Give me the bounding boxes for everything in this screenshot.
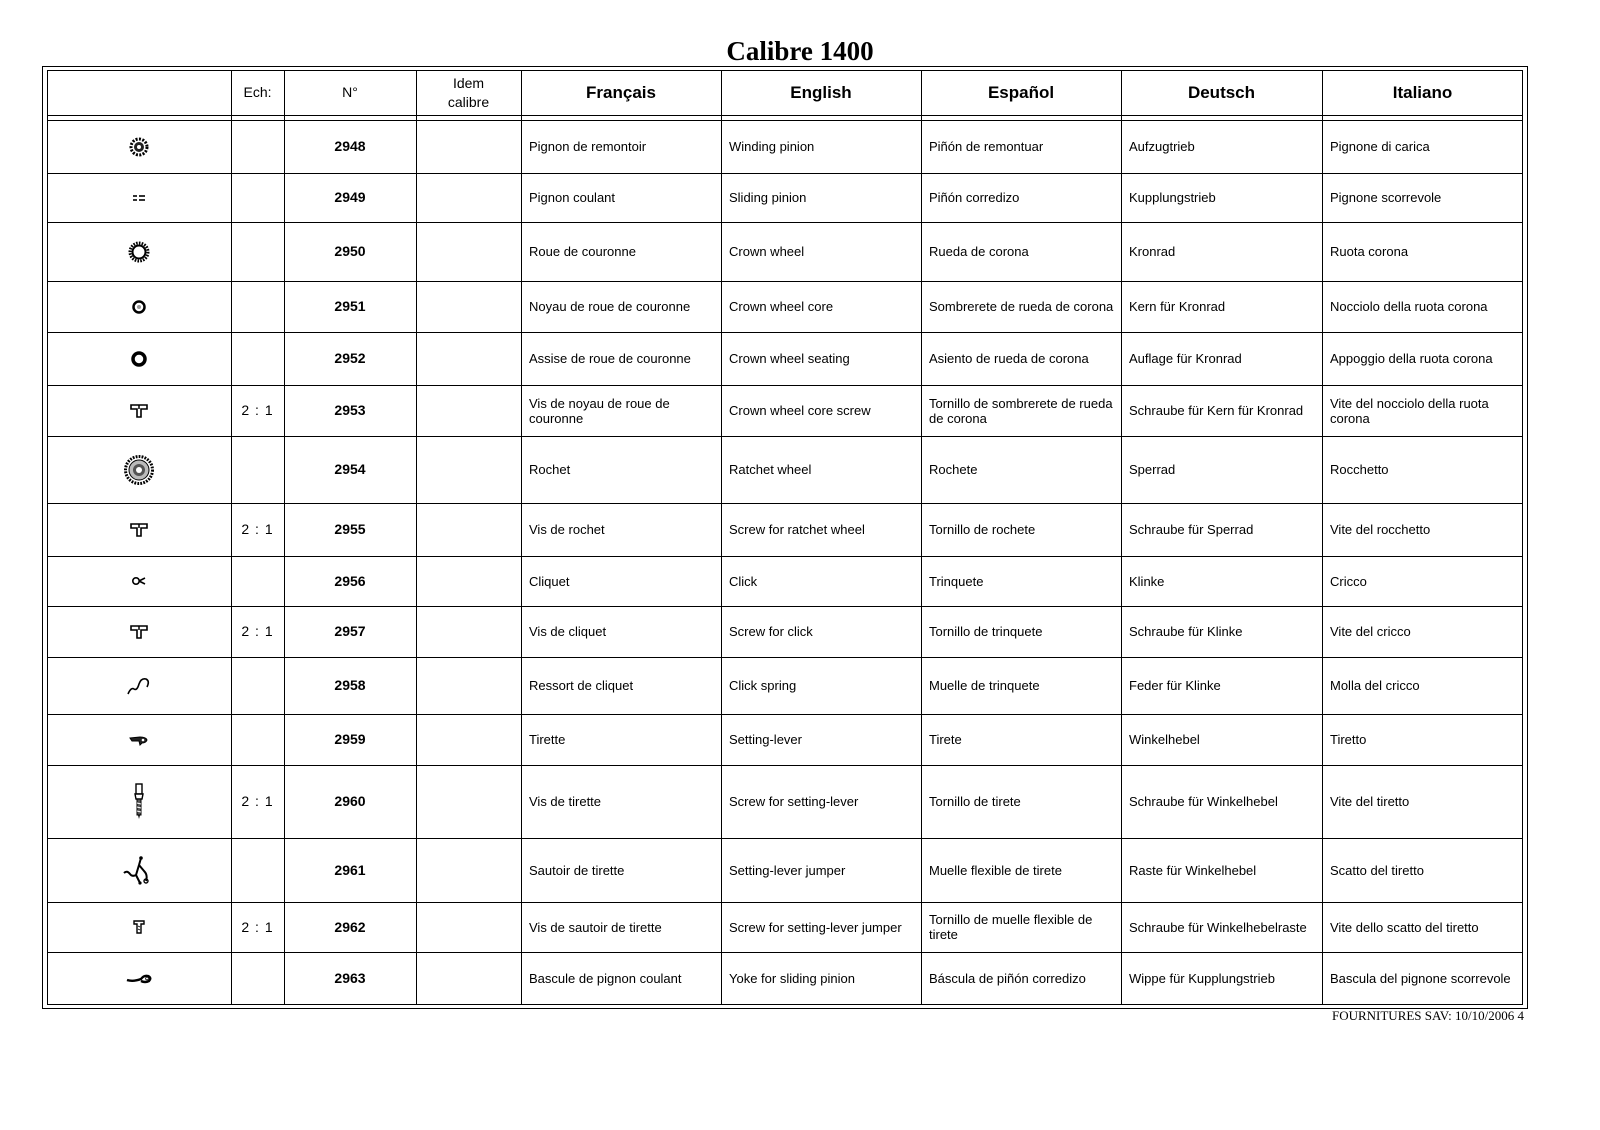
name-english-cell: Sliding pinion [729, 190, 807, 205]
name-deutsch-cell: Wippe für Kupplungstrieb [1129, 970, 1275, 986]
name-italiano-cell: Pignone scorrevole [1330, 190, 1442, 205]
name-francais-cell: Vis de rochet [529, 522, 605, 537]
scale-cell [231, 556, 284, 606]
name-italiano-cell: Molla del cricco [1330, 678, 1420, 693]
name-francais-cell: Roue de couronne [529, 244, 636, 259]
name-english-cell: Screw for setting-lever jumper [729, 919, 902, 935]
part-number-cell: 2960 [334, 793, 366, 809]
name-italiano-cell: Vite del rocchetto [1330, 522, 1431, 537]
part-number-cell: 2959 [334, 731, 366, 747]
header-deutsch: Deutsch [1187, 82, 1256, 102]
name-deutsch-cell: Feder für Klinke [1129, 678, 1221, 693]
part-image-cell [47, 838, 231, 902]
part-number-cell: 2949 [334, 189, 366, 205]
part-image-cell [47, 556, 231, 606]
yoke-icon [125, 971, 153, 985]
part-number-cell: 2948 [334, 138, 366, 154]
part-image-cell [47, 120, 231, 173]
part-image-cell [47, 173, 231, 222]
part-image-cell [47, 952, 231, 1004]
name-italiano-cell: Pignone di carica [1330, 139, 1430, 154]
idem-calibre-cell [416, 556, 521, 606]
header-english: English [790, 82, 852, 102]
name-english-cell: Crown wheel [729, 244, 805, 259]
idem-calibre-cell [416, 952, 521, 1004]
name-deutsch-cell: Sperrad [1129, 462, 1176, 477]
click-spring-icon [125, 675, 153, 697]
crown-wheel-icon [128, 241, 150, 263]
part-image-cell [47, 436, 231, 503]
header-espanol: Español [987, 82, 1055, 102]
name-italiano-cell: Vite del cricco [1330, 624, 1411, 639]
scale-cell [231, 173, 284, 222]
part-number-cell: 2955 [334, 521, 366, 537]
part-number-cell: 2952 [334, 350, 366, 366]
name-deutsch-cell: Winkelhebel [1129, 732, 1200, 747]
setting-lever-icon [128, 733, 150, 747]
winding-pinion-icon [129, 137, 149, 157]
part-image-cell [47, 503, 231, 556]
scale-cell [231, 120, 284, 173]
name-italiano-cell: Vite del nocciolo della ruota corona [1330, 395, 1489, 426]
scale-cell [231, 222, 284, 281]
scale-cell: 2 : 1 [241, 793, 274, 809]
part-image-cell [47, 222, 231, 281]
name-deutsch-cell: Aufzugtrieb [1129, 139, 1195, 154]
scale-cell: 2 : 1 [241, 402, 274, 418]
name-espanol-cell: Tornillo de muelle flexible de tirete [929, 912, 1093, 942]
idem-calibre-cell [416, 714, 521, 765]
name-francais-cell: Rochet [529, 462, 571, 477]
screw-icon [129, 522, 149, 538]
click-icon [131, 576, 147, 586]
name-francais-cell: Vis de cliquet [529, 624, 607, 639]
name-italiano-cell: Ruota corona [1330, 244, 1409, 259]
part-number-cell: 2957 [334, 623, 366, 639]
part-image-cell [47, 281, 231, 332]
name-espanol-cell: Asiento de rueda de corona [929, 351, 1089, 366]
crown-wheel-core-icon [131, 299, 147, 315]
name-english-cell: Screw for setting-lever [729, 794, 859, 809]
name-francais-cell: Tirette [529, 732, 566, 747]
name-francais-cell: Ressort de cliquet [529, 678, 634, 693]
idem-calibre-cell [416, 606, 521, 657]
name-deutsch-cell: Schraube für Klinke [1129, 624, 1243, 639]
part-number-cell: 2954 [334, 461, 366, 477]
name-italiano-cell: Scatto del tiretto [1330, 862, 1424, 878]
name-english-cell: Ratchet wheel [729, 462, 812, 477]
long-screw-icon [132, 783, 146, 821]
name-espanol-cell: Tornillo de tirete [929, 794, 1021, 809]
part-image-cell [47, 657, 231, 714]
idem-calibre-cell [416, 657, 521, 714]
small-screw-icon [133, 919, 145, 935]
name-deutsch-cell: Kern für Kronrad [1129, 299, 1226, 314]
name-espanol-cell: Tornillo de trinquete [929, 624, 1043, 639]
idem-calibre-cell [416, 222, 521, 281]
name-francais-cell: Vis de noyau de roue de couronne [529, 395, 670, 426]
name-francais-cell: Cliquet [529, 573, 570, 589]
name-espanol-cell: Rochete [929, 462, 978, 477]
header-ech: Ech: [243, 84, 272, 100]
part-number-cell: 2950 [334, 243, 366, 259]
header-francais: Français [586, 82, 656, 102]
name-italiano-cell: Appoggio della ruota corona [1330, 351, 1493, 366]
header-idem-calibre: Idem calibre [447, 74, 490, 110]
name-italiano-cell: Nocciolo della ruota corona [1330, 299, 1488, 314]
name-english-cell: Click [729, 573, 758, 589]
name-espanol-cell: Muelle flexible de tirete [929, 862, 1062, 878]
name-francais-cell: Noyau de roue de couronne [529, 299, 691, 314]
name-english-cell: Crown wheel seating [729, 351, 850, 366]
screw-icon [129, 403, 149, 419]
name-espanol-cell: Piñón corredizo [929, 190, 1020, 205]
name-english-cell: Crown wheel core [729, 299, 834, 314]
setting-lever-jumper-icon [122, 853, 156, 887]
scale-cell [231, 332, 284, 385]
scale-cell [231, 281, 284, 332]
name-francais-cell: Sautoir de tirette [529, 862, 625, 878]
name-espanol-cell: Tornillo de rochete [929, 522, 1036, 537]
name-deutsch-cell: Kronrad [1129, 244, 1176, 259]
header-italiano: Italiano [1392, 82, 1453, 102]
part-number-cell: 2953 [334, 402, 366, 418]
sliding-pinion-icon [132, 193, 146, 203]
name-deutsch-cell: Klinke [1129, 573, 1165, 589]
scale-cell [231, 952, 284, 1004]
name-francais-cell: Pignon de remontoir [529, 139, 647, 154]
part-number-cell: 2962 [334, 918, 366, 935]
part-number-cell: 2956 [334, 572, 366, 589]
name-english-cell: Winding pinion [729, 139, 815, 154]
idem-calibre-cell [416, 385, 521, 436]
name-espanol-cell: Rueda de corona [929, 244, 1029, 259]
name-english-cell: Click spring [729, 678, 797, 693]
name-espanol-cell: Tirete [929, 732, 962, 747]
name-francais-cell: Assise de roue de couronne [529, 351, 691, 366]
scale-cell: 2 : 1 [241, 521, 274, 537]
name-deutsch-cell: Auflage für Kronrad [1129, 351, 1242, 366]
name-francais-cell: Bascule de pignon coulant [529, 970, 682, 986]
name-espanol-cell: Sombrerete de rueda de corona [929, 299, 1114, 314]
idem-calibre-cell [416, 902, 521, 952]
name-italiano-cell: Vite dello scatto del tiretto [1330, 919, 1479, 935]
ratchet-wheel-icon [123, 454, 155, 486]
name-espanol-cell: Tornillo de sombrerete de rueda de corona [929, 395, 1113, 426]
name-espanol-cell: Báscula de piñón corredizo [929, 970, 1086, 986]
name-deutsch-cell: Raste für Winkelhebel [1129, 862, 1257, 878]
name-deutsch-cell: Schraube für Kern für Kronrad [1129, 403, 1304, 418]
part-image-cell [47, 765, 231, 838]
name-italiano-cell: Rocchetto [1330, 462, 1389, 477]
name-italiano-cell: Tiretto [1330, 732, 1367, 747]
part-number-cell: 2963 [334, 969, 366, 986]
name-italiano-cell: Cricco [1330, 573, 1367, 589]
name-english-cell: Setting-lever [729, 732, 802, 747]
idem-calibre-cell [416, 436, 521, 503]
name-deutsch-cell: Schraube für Winkelhebel [1129, 794, 1278, 809]
scale-cell [231, 657, 284, 714]
header-number: N° [342, 84, 358, 100]
name-english-cell: Crown wheel core screw [729, 403, 871, 418]
name-english-cell: Setting-lever jumper [729, 862, 846, 878]
part-image-cell [47, 714, 231, 765]
crown-wheel-seating-icon [130, 350, 148, 368]
name-deutsch-cell: Kupplungstrieb [1129, 190, 1216, 205]
part-number-cell: 2951 [334, 298, 366, 314]
idem-calibre-cell [416, 120, 521, 173]
part-image-cell [47, 332, 231, 385]
idem-calibre-cell [416, 281, 521, 332]
idem-calibre-cell [416, 838, 521, 902]
row-divider [47, 115, 1523, 116]
scale-cell: 2 : 1 [241, 623, 274, 639]
name-espanol-cell: Muelle de trinquete [929, 678, 1040, 693]
part-image-cell [47, 385, 231, 436]
name-english-cell: Screw for click [729, 624, 813, 639]
part-number-cell: 2961 [334, 861, 366, 878]
name-francais-cell: Pignon coulant [529, 190, 616, 205]
name-espanol-cell: Piñón de remontuar [929, 139, 1044, 154]
scale-cell [231, 714, 284, 765]
screw-icon [129, 624, 149, 640]
name-deutsch-cell: Schraube für Sperrad [1129, 522, 1254, 537]
scale-cell: 2 : 1 [241, 918, 274, 935]
part-image-cell [47, 606, 231, 657]
idem-calibre-cell [416, 765, 521, 838]
name-francais-cell: Vis de tirette [529, 794, 602, 809]
scale-cell [231, 436, 284, 503]
idem-calibre-cell [416, 503, 521, 556]
name-italiano-cell: Bascula del pignone scorrevole [1330, 970, 1511, 986]
part-number-cell: 2958 [334, 677, 366, 693]
page-title: Calibre 1400 [726, 36, 874, 66]
name-espanol-cell: Trinquete [929, 573, 984, 589]
name-francais-cell: Vis de sautoir de tirette [529, 919, 662, 935]
footer-note: FOURNITURES SAV: 10/10/2006 4 [1331, 1008, 1524, 1023]
part-image-cell [47, 902, 231, 952]
idem-calibre-cell [416, 332, 521, 385]
name-english-cell: Screw for ratchet wheel [729, 522, 865, 537]
name-italiano-cell: Vite del tiretto [1330, 794, 1410, 809]
idem-calibre-cell [416, 173, 521, 222]
scale-cell [231, 838, 284, 902]
name-english-cell: Yoke for sliding pinion [729, 970, 855, 986]
name-deutsch-cell: Schraube für Winkelhebelraste [1129, 919, 1307, 935]
